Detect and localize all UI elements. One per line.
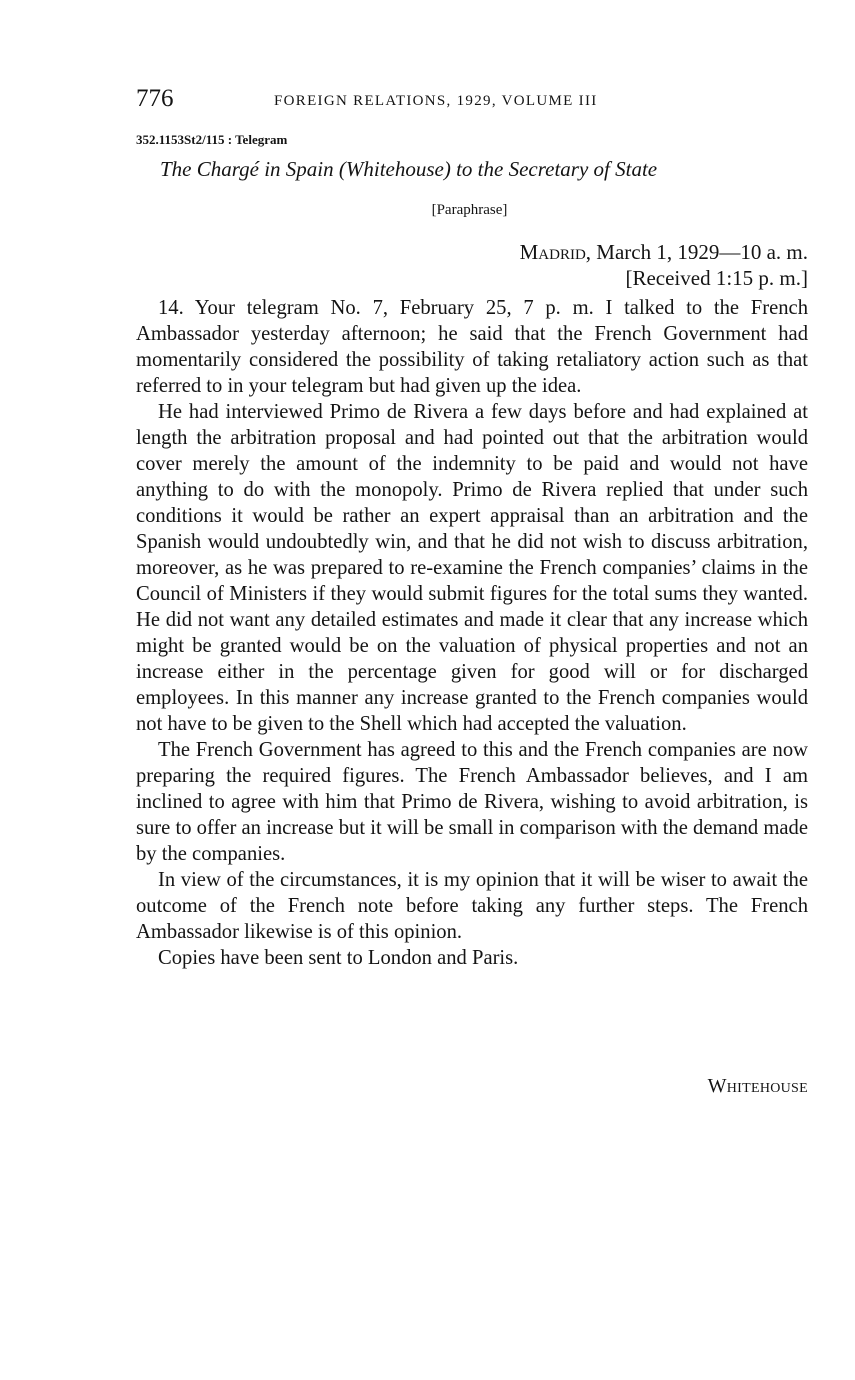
signature: Whitehouse xyxy=(707,1075,808,1097)
document-title: The Chargé in Spain (Whitehouse) to the Secretary of State xyxy=(160,157,658,181)
dateline xyxy=(520,239,808,265)
received-time: [Received 1:15 p. m.] xyxy=(625,266,808,290)
dateline-date: , March 1, 1929—10 a. m. xyxy=(585,240,808,264)
paragraph: Copies have been sent to London and Paris. xyxy=(158,947,519,969)
dateline-place: Madrid xyxy=(519,240,586,264)
paragraph: In view of the circumstances, it is my opinion that it will be wiser to await the outcome of the French note before taking any further steps. The French Ambassador likewise is of this opinion. xyxy=(136,869,808,943)
paragraph: The French Government has agreed to this and the French companies are now preparing the required figures. The French Ambassador believes, and I am inclined to agree with him that Primo de Rivera, wishing to avoid arbitration, is sure to offer an increase but it will be small in comparison with the demand made by the companies. xyxy=(136,739,808,865)
running-head: FOREIGN RELATIONS, 1929, VOLUME III xyxy=(274,93,598,109)
telegram-body xyxy=(136,295,808,971)
paragraph: He had interviewed Primo de Rivera a few days before and had explained at length the arbitration proposal and had pointed out that the arbitration would cover merely the amount of the indemnity to be paid and would not have anything to do with the monopoly. Primo de Rivera replied that under such conditions it would be rather an expert appraisal than an arbitration and the Spanish would undoubtedly win, and that he did not wish to discuss arbitration, moreover, as he was prepared to re-examine the French companies’ claims in the Council of Ministers if they would submit figures for the total sums they wanted. He did not want any detailed estimates and made it clear that any increase which might be granted would be on the valuation of physical properties and not an increase either in the percentage given for good will or for discharged employees. In this manner any increase granted to the French companies would not have to be given to the Shell which had accepted the valuation. xyxy=(136,401,808,735)
page-header xyxy=(136,86,808,116)
paragraph: 14. Your telegram No. 7, February 25, 7 p. m. I talked to the French Ambassador yesterday afternoon; he said that the French Government had momentarily considered the possibility of taking retaliatory action such as that referred to in your telegram but had given up the idea. xyxy=(136,297,808,397)
page-number: 776 xyxy=(136,85,174,112)
file-reference: 352.1153St2/115 : Telegram xyxy=(136,132,288,147)
document-subtitle: [Paraphrase] xyxy=(431,202,508,218)
